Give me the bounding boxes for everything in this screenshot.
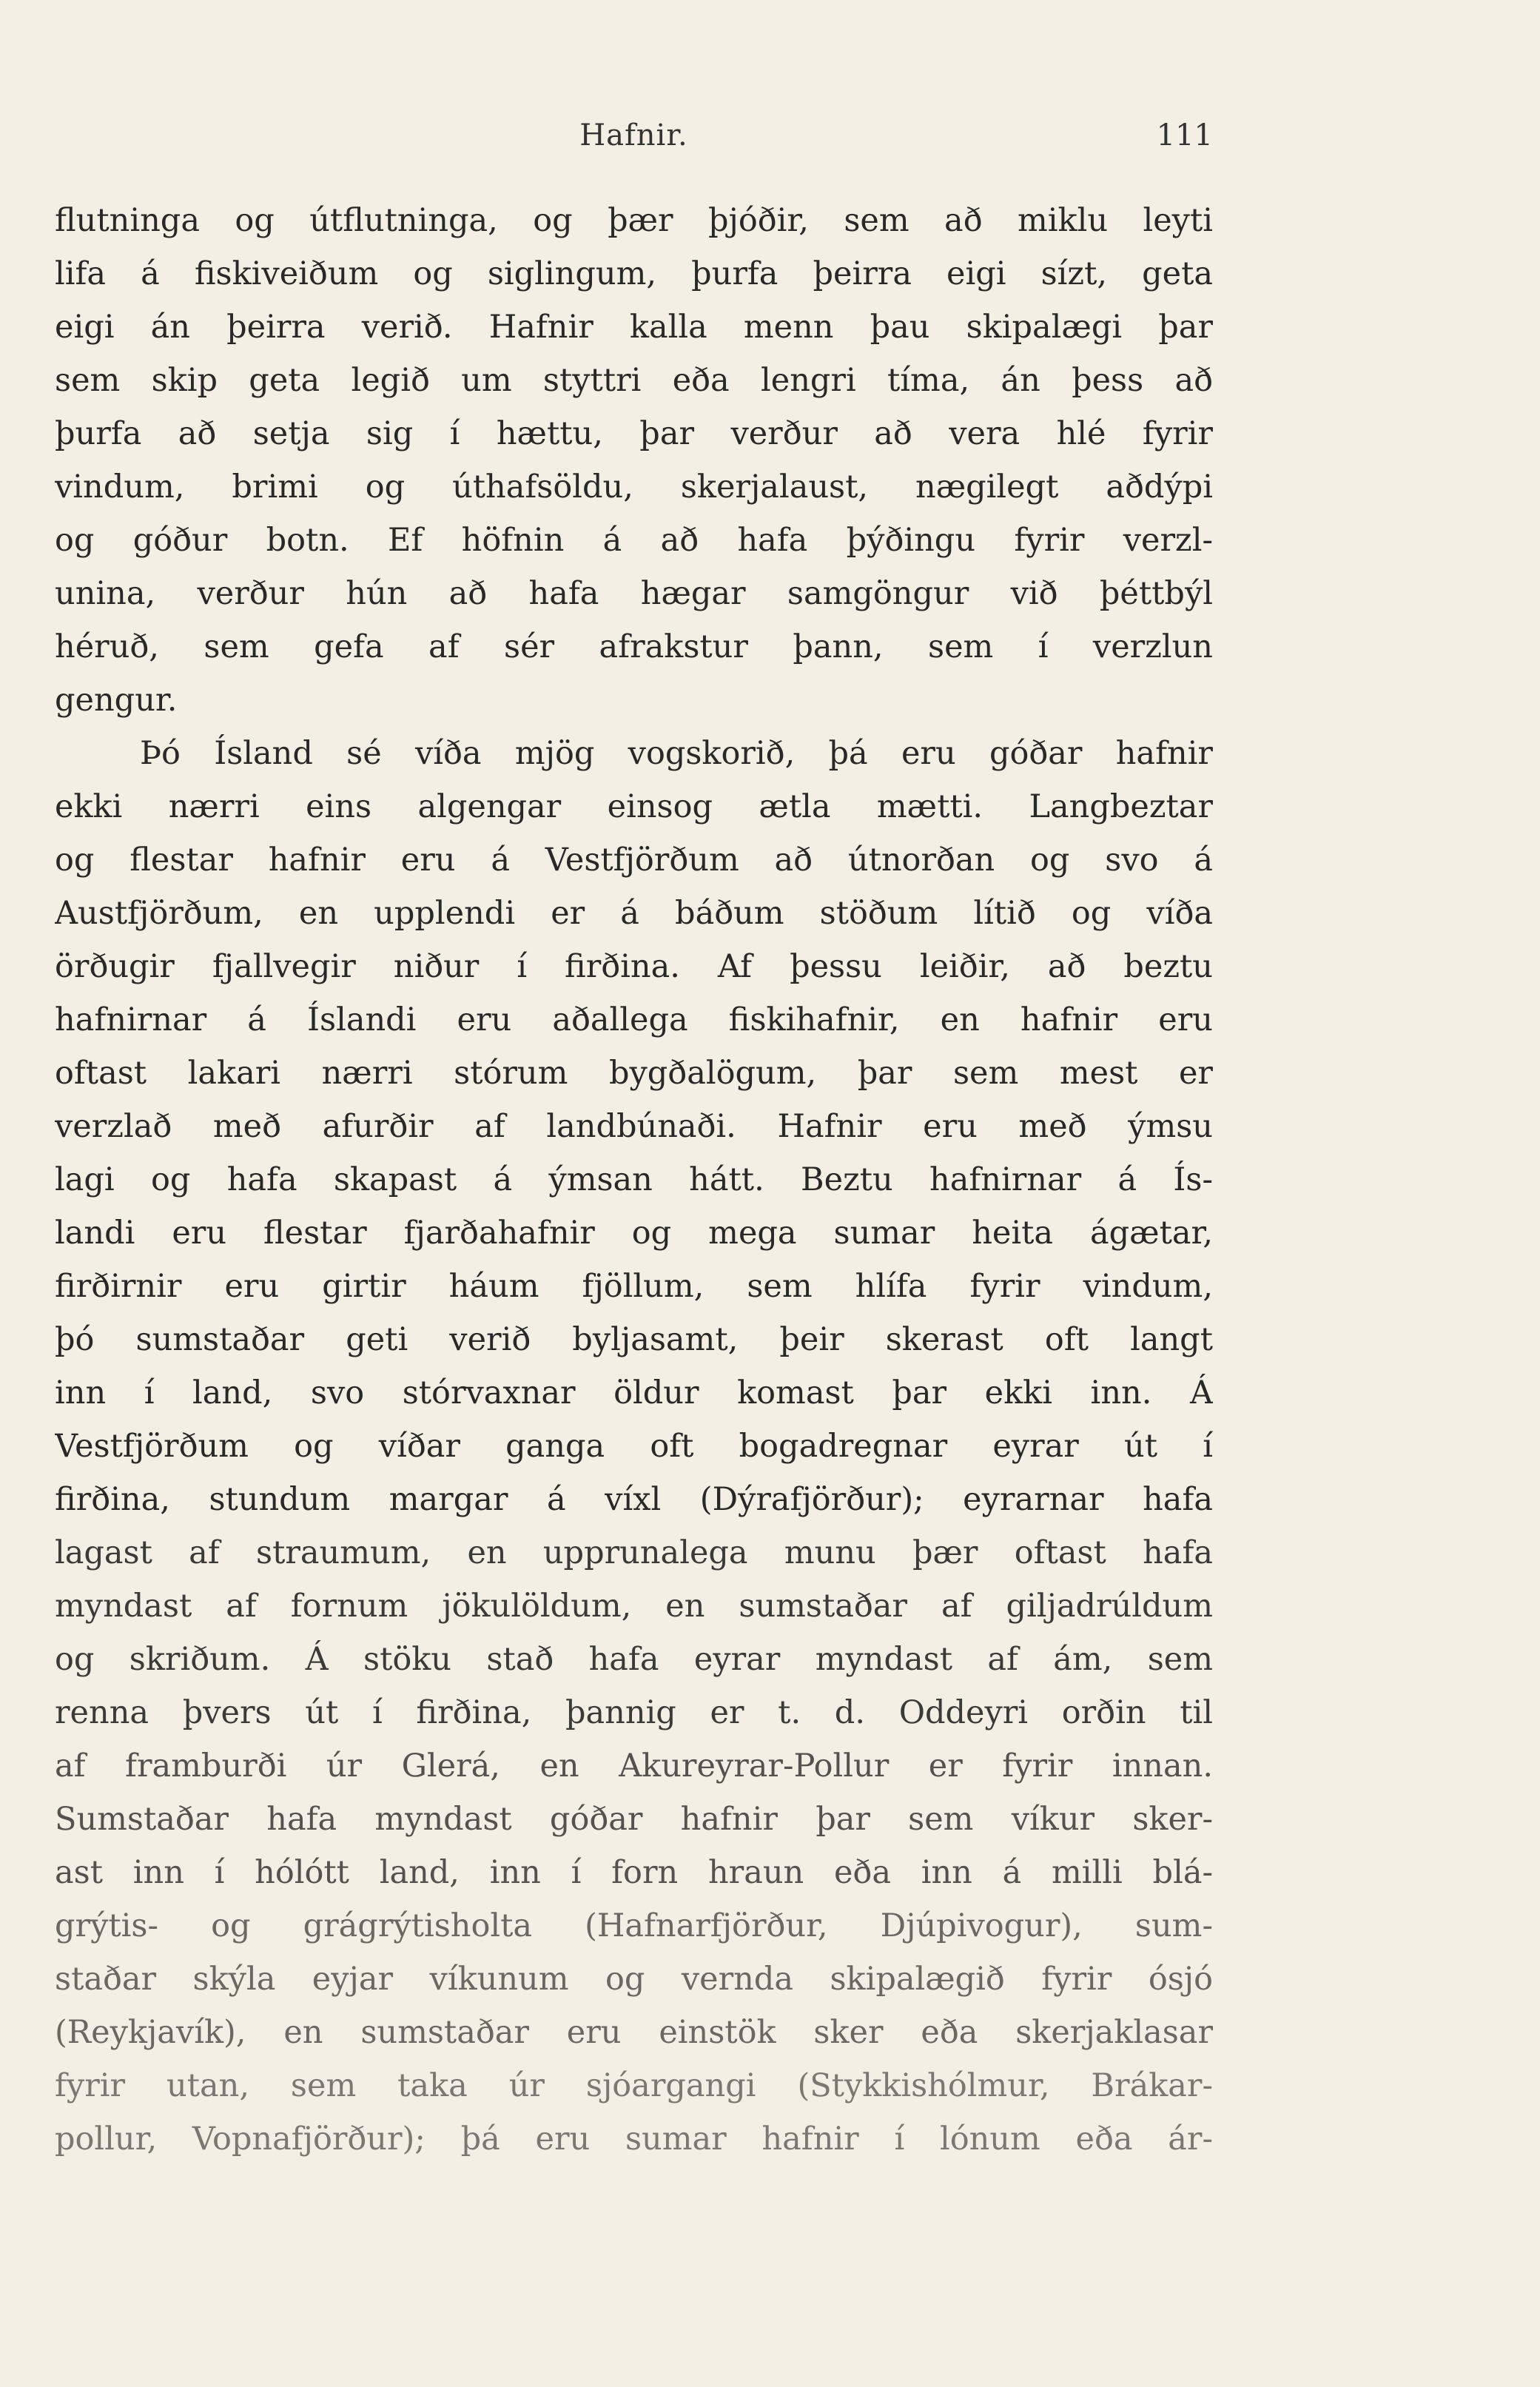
text-line: verzlað með afurðir af landbúnaði. Hafnir eru með ýmsu	[55, 1108, 1213, 1145]
paragraph-2	[55, 727, 1213, 2166]
text-line: og góður botn. Ef höfnin á að hafa þýðingu fyrir verzl-	[55, 522, 1213, 559]
text-line: firðirnir eru girtir háum fjöllum, sem hlífa fyrir vindum,	[55, 1268, 1213, 1305]
text-line: og flestar hafnir eru á Vestfjörðum að útnorðan og svo á	[55, 842, 1213, 879]
text-line: Austfjörðum, en upplendi er á báðum stöðum lítið og víða	[55, 895, 1213, 932]
text-line: þurfa að setja sig í hættu, þar verður að vera hlé fyrir	[55, 415, 1213, 452]
text-line: Þó Ísland sé víða mjög vogskorið, þá eru góðar hafnir	[140, 735, 1213, 772]
text-line: lagi og hafa skapast á ýmsan hátt. Beztu hafnirnar á Ís-	[55, 1161, 1213, 1198]
running-head	[55, 118, 1213, 163]
text-line: fyrir utan, sem taka úr sjóargangi (Stykkishólmur, Brákar-	[55, 2067, 1213, 2104]
text-line: þó sumstaðar geti verið byljasamt, þeir skerast oft langt	[55, 1321, 1213, 1358]
text-line: héruð, sem gefa af sér afrakstur þann, sem í verzlun	[55, 628, 1213, 665]
text-line: landi eru flestar fjarðahafnir og mega sumar heita ágætar,	[55, 1215, 1213, 1252]
text-line: af framburði úr Glerá, en Akureyrar-Pollur er fyrir innan.	[55, 1748, 1213, 1785]
text-line: renna þvers út í firðina, þannig er t. d. Oddeyri orðin til	[55, 1694, 1213, 1731]
text-line: pollur, Vopnafjörður); þá eru sumar hafnir í lónum eða ár-	[55, 2121, 1213, 2158]
text-line: firðina, stundum margar á víxl (Dýrafjörður); eyrarnar hafa	[55, 1481, 1213, 1518]
running-title: Hafnir.	[579, 118, 688, 152]
text-line: og skriðum. Á stöku stað hafa eyrar myndast af ám, sem	[55, 1641, 1213, 1678]
text-line: unina, verður hún að hafa hægar samgöngur við þéttbýl	[55, 575, 1213, 612]
text-line: lifa á fiskiveiðum og siglingum, þurfa þeirra eigi sízt, geta	[55, 255, 1213, 292]
text-line: hafnirnar á Íslandi eru aðallega fiskihafnir, en hafnir eru	[55, 1001, 1213, 1038]
text-line: lagast af straumum, en upprunalega munu þær oftast hafa	[55, 1534, 1213, 1571]
text-line: ekki nærri eins algengar einsog ætla mætti. Langbeztar	[55, 788, 1213, 825]
text-line: Vestfjörðum og víðar ganga oft bogadregnar eyrar út í	[55, 1428, 1213, 1465]
text-line: eigi án þeirra verið. Hafnir kalla menn þau skipalægi þar	[55, 309, 1213, 346]
text-line: oftast lakari nærri stórum bygðalögum, þar sem mest er	[55, 1055, 1213, 1092]
page-number: 111	[1156, 118, 1213, 152]
text-line: staðar skýla eyjar víkunum og vernda skipalægið fyrir ósjó	[55, 1961, 1213, 1998]
text-line: flutninga og útflutninga, og þær þjóðir, sem að miklu leyti	[55, 202, 1213, 239]
text-line: myndast af fornum jökulöldum, en sumstaðar af giljadrúldum	[55, 1588, 1213, 1625]
text-line: grýtis- og grágrýtisholta (Hafnarfjörður, Djúpivogur), sum-	[55, 1907, 1213, 1944]
paragraph-1	[55, 194, 1213, 727]
text-line: (Reykjavík), en sumstaðar eru einstök sker eða skerjaklasar	[55, 2014, 1213, 2051]
text-line: sem skip geta legið um styttri eða lengri tíma, án þess að	[55, 362, 1213, 399]
text-line: vindum, brimi og úthafsöldu, skerjalaust, nægilegt aðdýpi	[55, 469, 1213, 506]
body-text	[55, 194, 1213, 2166]
text-line: Sumstaðar hafa myndast góðar hafnir þar sem víkur sker-	[55, 1801, 1213, 1838]
text-line: ast inn í hólótt land, inn í forn hraun eða inn á milli blá-	[55, 1854, 1213, 1891]
text-line: örðugir fjallvegir niður í firðina. Af þessu leiðir, að beztu	[55, 948, 1213, 985]
text-line: inn í land, svo stórvaxnar öldur komast þar ekki inn. Á	[55, 1374, 1213, 1411]
text-line: gengur.	[55, 682, 178, 719]
